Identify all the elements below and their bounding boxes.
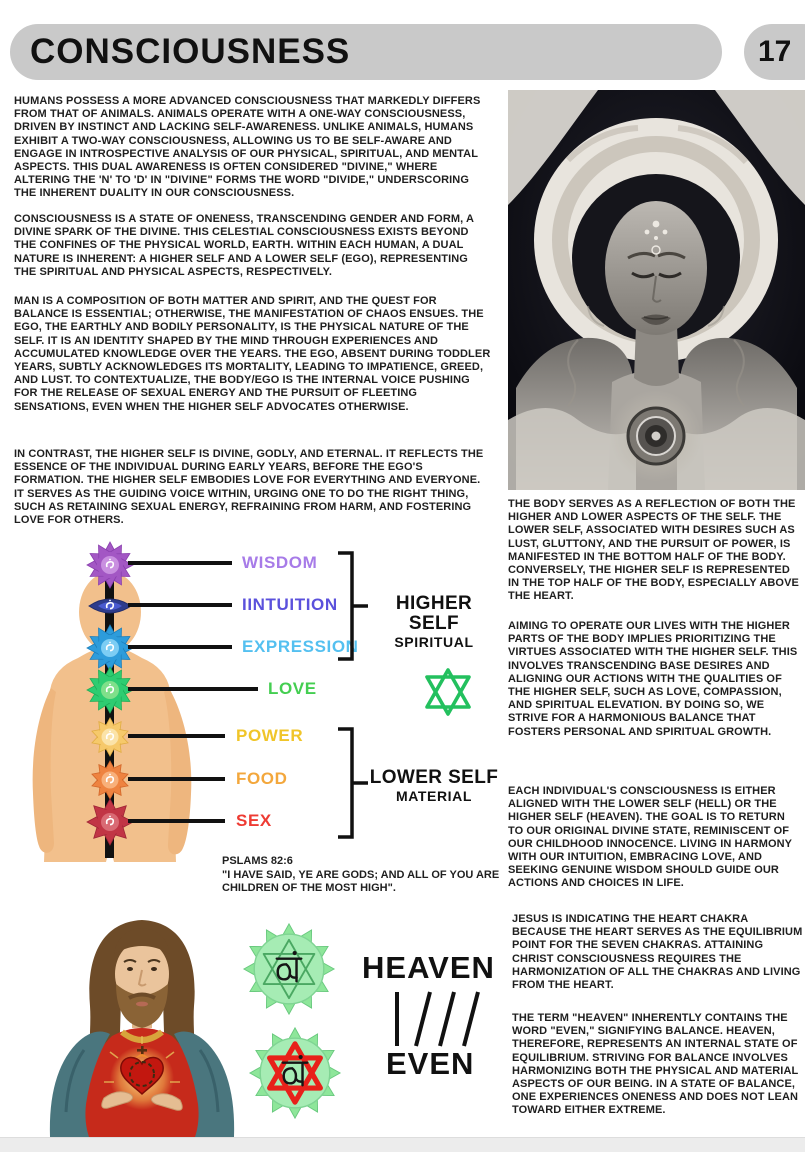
paragraph-jesus-heart-chakra: JESUS IS INDICATING THE HEART CHAKRA BECAUSE THE HEART SERVES AS THE EQUILIBRIUM POINT FOR THE SEVEN CHAKRAS. ATTAINING CHRIST CONSCIOUSNESS REQUIRES THE HARMONIZATION OF ALL THE CHAKRAS AND LIVING FROM THE HEART. (512, 913, 803, 992)
connector-line-expression (128, 645, 232, 649)
page-title: CONSCIOUSNESS (30, 32, 351, 71)
paragraph-body-reflection: THE BODY SERVES AS A REFLECTION OF BOTH THE HIGHER AND LOWER ASPECTS OF THE SELF. THE LOWER SELF, ASSOCIATED WITH DESIRES SUCH AS LUST, GLUTTONY, AND THE PURSUIT OF POWER, IS MANIFESTED IN THE BOTTOM HALF OF THE BODY. CONVERSELY, THE HIGHER SELF IS REPRESENTED IN THE TOP HALF OF THE BODY, ESPECIALLY ABOVE THE HEART. (508, 498, 799, 603)
heart-chakra-emblem-icon (242, 922, 336, 1016)
page-footer-strip (0, 1137, 805, 1152)
label-love: LOVE (268, 679, 317, 698)
connector-line-wisdom (128, 561, 232, 565)
lower-self-title: LOWER SELF (369, 767, 499, 788)
chakra-body-diagram (20, 540, 270, 862)
heaven-word: HEAVEN (362, 950, 495, 985)
psalm-text: "I HAVE SAID, YE ARE GODS; AND ALL OF YOU ARE CHILDREN OF THE MOST HIGH". (222, 868, 500, 894)
label-food: FOOD (236, 769, 288, 788)
page-number-badge (744, 24, 805, 80)
paragraph-matter-and-spirit: MAN IS A COMPOSITION OF BOTH MATTER AND SPIRIT, AND THE QUEST FOR BALANCE IS ESSENTIAL; OTHERWISE, THE MANIFESTATION OF CHAOS ENSUES. THE EGO, THE EARTHLY AND BODILY PERSONALITY, IS THE PHYSICAL NATURE OF THE SELF. IT IS AN IDENTITY SHAPED BY THE MIND THROUGH EXPERIENCES AND ACCUMULATED KNOWLEDGE OVER THE YEARS. THE EGO, ABSENT DURING TODDLER YEARS, SUBTLY ACKNOWLEDGES ITS MORTALITY, LEADING TO IMPATIENCE, GREED, AND LUST. TO CONTEXTUALIZE, THE BODY/EGO IS THE INTERNAL VOICE PUSHING FOR THE RELEASE OF SEXUAL ENERGY AND THE PURSUIT OF FLEETING SENSATIONS, EVEN WHEN THE HIGHER SELF ADVOCATES OTHERWISE. (14, 295, 491, 413)
paragraph-heaven-even: THE TERM "HEAVEN" INHERENTLY CONTAINS THE WORD "EVEN," SIGNIFYING BALANCE. HEAVEN, THEREFORE, REPRESENTS AN INTERNAL STATE OF EQUILIBRIUM. STRIVING FOR BALANCE INVOLVES HARMONIZING BOTH THE PHYSICAL AND MATERIAL ASPECTS OF OUR BEING. IN A STATE OF BALANCE, ONE EXPERIENCES ONENESS AND DOES NOT LEAN TOWARD EITHER EXTREME. (512, 1012, 799, 1117)
paragraph-aiming-higher: AIMING TO OPERATE OUR LIVES WITH THE HIGHER PARTS OF THE BODY IMPLIES PRIORITIZING THE VIRTUES ASSOCIATED WITH THE HIGHER SELF. THIS INVOLVES TRANSCENDING BASE DESIRES AND ALIGNING OUR ACTIONS WITH THE QUALITIES OF THE HIGHER SELF, SUCH AS LOVE, COMPASSION, AND SPIRITUAL ELEVATION. BY DOING SO, WE STRIVE FOR A HARMONIOUS BALANCE THAT FOSTERS PERSONAL AND SPIRITUAL GROWTH. (508, 620, 798, 738)
paragraph-state-of-oneness: CONSCIOUSNESS IS A STATE OF ONENESS, TRANSCENDING GENDER AND FORM, A DIVINE SPARK OF THE DIVINE. THIS CELESTIAL CONSCIOUSNESS EXISTS BEYOND THE CONFINES OF THE PHYSICAL WORLD, EARTH. WITHIN EACH HUMAN, A DUAL NATURE IS INHERENT: A HIGHER SELF AND A LOWER SELF (EGO), REPRESENTING THE SPIRITUAL AND PHYSICAL ASPECTS, RESPECTIVELY. (14, 213, 474, 278)
consciousness-artwork-image (508, 90, 805, 490)
connector-line-food (128, 777, 225, 781)
higher-self-heading (368, 594, 500, 650)
root-chakra-icon (87, 799, 133, 845)
heart-chakra-red-star-emblem-icon (248, 1026, 342, 1120)
psalm-reference: PSLAMS 82:6 (222, 855, 293, 867)
psalm-quote-block (222, 855, 510, 896)
connector-line-sex (128, 819, 225, 823)
paragraph-hell-or-heaven: EACH INDIVIDUAL'S CONSCIOUSNESS IS EITHER ALIGNED WITH THE LOWER SELF (HELL) OR THE HIGHER SELF (HEAVEN). THE GOAL IS TO RETURN TO OUR ORIGINAL DIVINE STATE, REMINISCENT OF OUR CHILDHOOD INNOCENCE. LIVING IN HARMONY WITH OUR INTUITION, EMBRACING LOVE, AND SEEKING GENUINE WISDOM SHOULD GUIDE OUR ACTIONS AND CHOICES IN LIFE. (508, 785, 792, 890)
label-intuition: IINTUITION (242, 595, 338, 614)
label-wisdom: WISDOM (242, 553, 318, 572)
higher-self-subtitle: SPIRITUAL (394, 634, 474, 650)
chest-orb (610, 390, 702, 482)
heaven-even-strikeout-lines (386, 988, 506, 1050)
lower-self-heading (368, 768, 500, 804)
page-number: 17 (758, 35, 792, 68)
star-of-david-icon (422, 666, 474, 718)
label-sex: SEX (236, 811, 272, 830)
label-expression: EXPRESSION (242, 637, 359, 656)
paragraph-higher-self-divine: IN CONTRAST, THE HIGHER SELF IS DIVINE, GODLY, AND ETERNAL. IT REFLECTS THE ESSENCE OF THE INDIVIDUAL DURING EARLY YEARS, BEFORE THE EGO'S FORMATION. THE HIGHER SELF EMBODIES LOVE FOR EVERYTHING AND EVERYONE. IT SERVES AS THE GUIDING VOICE WITHIN, URGING ONE TO DO THE RIGHT THING, SUCH AS RETAINING SEXUAL ENERGY, REFRAINING FROM HARM, AND FOSTERING LOVE FOR OTHERS. (14, 448, 484, 527)
lower-self-subtitle: MATERIAL (395, 788, 473, 804)
higher-self-bracket (336, 551, 370, 661)
connector-line-love (128, 687, 258, 691)
connector-line-power (128, 734, 225, 738)
page-title-banner (10, 24, 722, 80)
lower-self-bracket (336, 727, 370, 839)
connector-line-intuition (128, 603, 232, 607)
higher-self-title: HIGHER SELF (395, 593, 473, 634)
jesus-sacred-heart-image (42, 912, 242, 1137)
label-power: POWER (236, 726, 304, 745)
even-word: EVEN (386, 1046, 475, 1081)
paragraph-humans-consciousness: HUMANS POSSESS A MORE ADVANCED CONSCIOUSNESS THAT MARKEDLY DIFFERS FROM THAT OF ANIMALS. ANIMALS OPERATE WITH A ONE-WAY CONSCIOUSNESS, DRIVEN BY INSTINCT AND LACKING SELF-AWARENESS. UNLIKE ANIMALS, HUMANS EXHIBIT A TWO-WAY CONSCIOUSNESS, ALLOWING US TO BE SELF-AWARE AND ENGAGE IN INTROSPECTIVE ANALYSIS OF OUR PHYSICAL, SPIRITUAL, AND MENTAL ASPECTS. THIS DUAL AWARENESS IS OFTEN CONSIDERED "DIVINE," WHERE ALTERING THE 'N' TO 'D' IN "DIVINE" FORMS THE WORD "DIVIDE," UNDERSCORING THE INHERENT DUALITY IN OUR CONSCIOUSNESS. (14, 95, 481, 200)
